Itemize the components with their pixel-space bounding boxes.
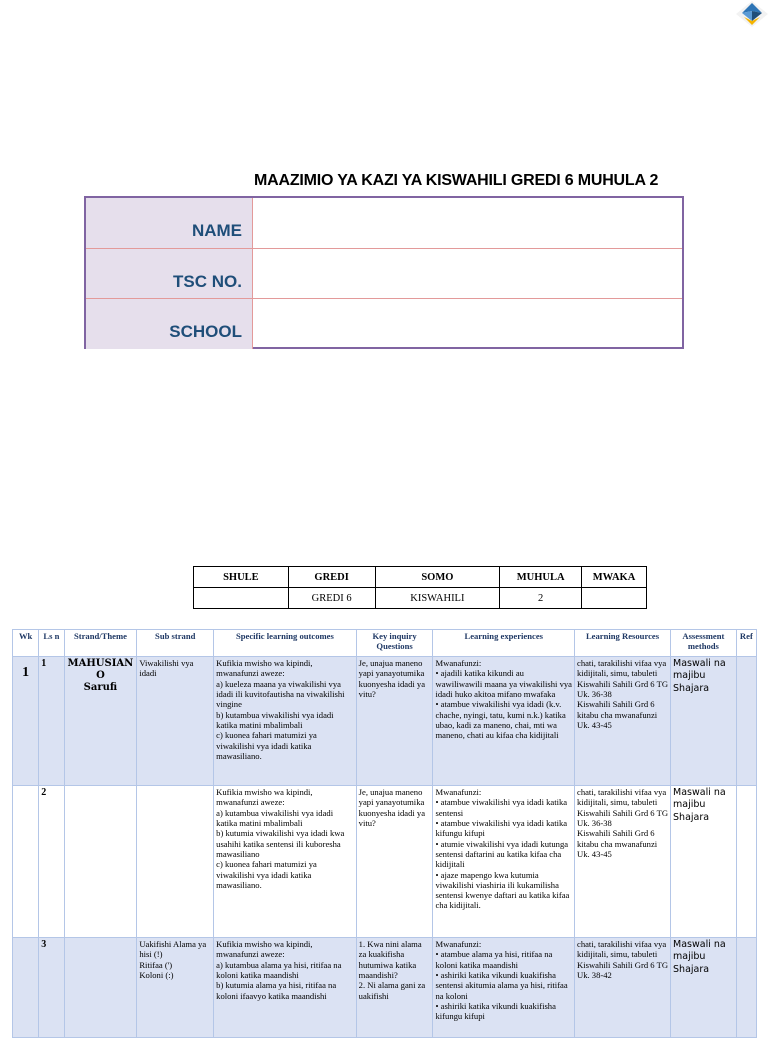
assessment-line: Shajara	[673, 811, 710, 823]
header-assessment: Assessment methods	[671, 630, 737, 657]
resources-line: chati, tarakilishi vifaa vya kidijitali, simu, tabuleti	[577, 658, 667, 679]
questions-cell	[356, 786, 433, 938]
assessment-line: Maswali na majibu	[673, 939, 726, 963]
resources-cell	[575, 938, 671, 1038]
assessment-line: Maswali na majibu	[673, 658, 726, 682]
experiences-line: • atambue viwakilishi vya idadi katika sentensi	[435, 797, 568, 818]
assessment-cell	[671, 786, 737, 938]
info-value-gredi: GREDI 6	[288, 588, 375, 609]
substrand-cell	[137, 657, 214, 786]
experiences-line: • ashiriki katika vikundi kuakifisha sentensi akitumia alama ya hisi, ritifaa na koloni	[435, 969, 568, 1001]
assessment-cell	[671, 657, 737, 786]
info-table	[193, 566, 647, 609]
resources-line: Kiswahili Sahili Grd 6 kitabu cha mwanafunzi Uk. 43-45	[577, 828, 658, 859]
questions-line: Je, unajua maneno yapi yanayotumika kuonyesha idadi ya vitu?	[358, 658, 426, 699]
strand-cell	[64, 786, 137, 938]
questions-cell	[356, 938, 433, 1038]
header-outcomes: Specific learning outcomes	[214, 630, 357, 657]
week-cell	[13, 786, 39, 938]
outcomes-line: c) kuonea fahari matumizi ya viwakilishi vya idadi katika mawasiliano.	[216, 859, 317, 890]
header-resources: Learning Resources	[575, 630, 671, 657]
tsc-row	[86, 249, 682, 299]
outcomes-line: c) kuonea fahari matumizi ya viwakilishi vya idadi katika mawasiliano.	[216, 730, 317, 761]
table-row	[13, 657, 757, 786]
ref-cell	[736, 938, 756, 1038]
ref-cell	[736, 786, 756, 938]
header-questions: Key inquiry Questions	[356, 630, 433, 657]
info-value-somo: KISWAHILI	[375, 588, 500, 609]
questions-cell	[356, 657, 433, 786]
info-value-muhula: 2	[500, 588, 582, 609]
resources-line: Kiswahili Sahili Grd 6 kitabu cha mwanafunzi Uk. 43-45	[577, 699, 658, 730]
experiences-cell	[433, 786, 575, 938]
questions-line: Je, unajua maneno yapi yanayotumika kuonyesha idadi ya vitu?	[358, 787, 426, 828]
strand-cell	[64, 657, 137, 786]
assessment-line: Maswali na majibu	[673, 787, 726, 811]
strand-line: MAHUSIAN	[67, 658, 134, 669]
header-lsn: Ls n	[39, 630, 64, 657]
assessment-line: Shajara	[673, 963, 710, 975]
substrand-cell	[137, 786, 214, 938]
experiences-line: Mwanafunzi:	[435, 658, 482, 668]
info-value-shule	[194, 588, 289, 609]
assessment-line: Shajara	[673, 682, 710, 694]
document-title: MAAZIMIO YA KAZI YA KISWAHILI GREDI 6 MUHULA 2	[254, 172, 659, 189]
name-label: NAME	[86, 198, 253, 248]
experiences-line: • atumie viwakilishi vya idadi kutunga sentensi daftarini au katika kifaa cha kidijitali	[435, 838, 569, 870]
header-wk: Wk	[13, 630, 39, 657]
name-row	[86, 198, 682, 249]
info-table-header	[194, 567, 647, 588]
resources-line: Kiswahili Sahili Grd 6 TG Uk. 36-38	[577, 678, 669, 699]
table-row	[13, 938, 757, 1038]
lesson-cell: 3	[39, 938, 64, 1038]
outcomes-cell	[214, 786, 357, 938]
header-substrand: Sub strand	[137, 630, 214, 657]
outcomes-line: Kufikia mwisho wa kipindi, mwanafunzi aweze:	[216, 658, 313, 679]
info-header-gredi: GREDI	[288, 567, 375, 588]
week-cell: 1	[13, 657, 39, 786]
substrand-cell	[137, 938, 214, 1038]
lesson-cell: 2	[39, 786, 64, 938]
substrand-line: Viwakilishi vya idadi	[139, 658, 194, 679]
scheme-of-work-table	[12, 629, 757, 1038]
week-cell	[13, 938, 39, 1038]
info-header-muhula: MUHULA	[500, 567, 582, 588]
outcomes-line: b) kutumia viwakilishi vya idadi kwa usahihi katika sentensi ili kuboresha mawasiliano	[216, 828, 345, 859]
info-table-values	[194, 588, 647, 609]
experiences-line: Mwanafunzi:	[435, 787, 482, 797]
resources-line: Kiswahili Sahili Grd 6 TG Uk. 38-42	[577, 959, 669, 980]
outcomes-line: b) kutumia alama ya hisi, ritifaa na koloni ifaavyo katika maandishi	[216, 980, 337, 1001]
questions-line: 1. Kwa nini alama za kuakifisha hutumiwa katika maandishi?	[358, 939, 422, 980]
info-header-mwaka: MWAKA	[582, 567, 647, 588]
strand-line: O	[96, 670, 105, 681]
strand-cell	[64, 938, 137, 1038]
header-experiences: Learning experiences	[433, 630, 575, 657]
experiences-line: • ashiriki katika vikundi kuakifisha kifungu kifupi	[435, 1000, 556, 1022]
outcomes-line: Kufikia mwisho wa kipindi, mwanafunzi aweze:	[216, 787, 313, 808]
outcomes-cell	[214, 938, 357, 1038]
school-row	[86, 299, 682, 349]
school-field[interactable]	[254, 299, 682, 349]
info-header-somo: SOMO	[375, 567, 500, 588]
substrand-line: Uakifishi Alama ya hisi (!)	[139, 939, 207, 960]
experiences-line: Mwanafunzi:	[435, 939, 482, 949]
resources-line: chati, tarakilishi vifaa vya kidijitali, simu, tabuleti	[577, 939, 667, 960]
experiences-cell	[433, 657, 575, 786]
lesson-cell: 1	[39, 657, 64, 786]
strand-line: Sarufi	[83, 682, 118, 693]
resources-cell	[575, 657, 671, 786]
experiences-line: • atambue alama ya hisi, ritifaa na koloni katika maandishi	[435, 949, 553, 970]
outcomes-line: a) kutambua alama ya hisi, ritifaa na koloni katika maandishi	[216, 959, 342, 980]
info-value-mwaka	[582, 588, 647, 609]
header-strand: Strand/Theme	[64, 630, 137, 657]
tsc-label: TSC NO.	[86, 249, 253, 298]
experiences-cell	[433, 938, 575, 1038]
experiences-line: • atambue viwakilishi vya idadi (k.v. chache, nyingi, tatu, kumi n.k.) katika ubao, kadi za maneno, chai, mti wa maneno, chati au kifaa cha kidijitali	[435, 699, 566, 741]
logo-icon	[735, 0, 768, 28]
resources-line: chati, tarakilishi vifaa vya kidijitali, simu, tabuleti	[577, 787, 667, 808]
info-header-shule: SHULE	[194, 567, 289, 588]
outcomes-cell	[214, 657, 357, 786]
outcomes-line: a) kutambua viwakilishi vya idadi katika matini mbalimbali	[216, 807, 334, 828]
experiences-line: • atambue viwakilishi vya idadi katika kifungu kifupi	[435, 817, 568, 839]
outcomes-line: a) kueleza maana ya viwakilishi vya idadi ili kuvitofautisha na viwakilishi vingine	[216, 678, 345, 710]
resources-cell	[575, 786, 671, 938]
assessment-cell	[671, 938, 737, 1038]
scheme-header-row	[13, 630, 757, 657]
outcomes-line: b) kutambua viwakilishi vya idadi katika matini mbalimbali	[216, 709, 334, 730]
tsc-field[interactable]	[254, 249, 682, 298]
header-ref: Ref	[736, 630, 756, 657]
name-field[interactable]	[254, 198, 682, 248]
resources-line: Kiswahili Sahili Grd 6 TG Uk. 36-38	[577, 807, 669, 828]
teacher-info-box	[84, 196, 684, 349]
substrand-line: Ritifaa (')	[139, 959, 173, 970]
school-label: SCHOOL	[86, 299, 253, 349]
table-row	[13, 786, 757, 938]
outcomes-line: Kufikia mwisho wa kipindi, mwanafunzi aweze:	[216, 939, 313, 960]
experiences-line: • ajaze mapengo kwa kutumia viwakilishi viashiria ili kukamilisha sentensi kwenye daftari au katika kifaa cha kidijitali.	[435, 869, 570, 911]
experiences-line: • ajadili katika kikundi au wawiliwawili maana ya viwakilishi vya idadi huko akitoa mifano mwafaka	[435, 668, 572, 699]
ref-cell	[736, 657, 756, 786]
questions-line: 2. Ni alama gani za uakifishi	[358, 980, 426, 1001]
substrand-line: Koloni (:)	[139, 969, 174, 980]
